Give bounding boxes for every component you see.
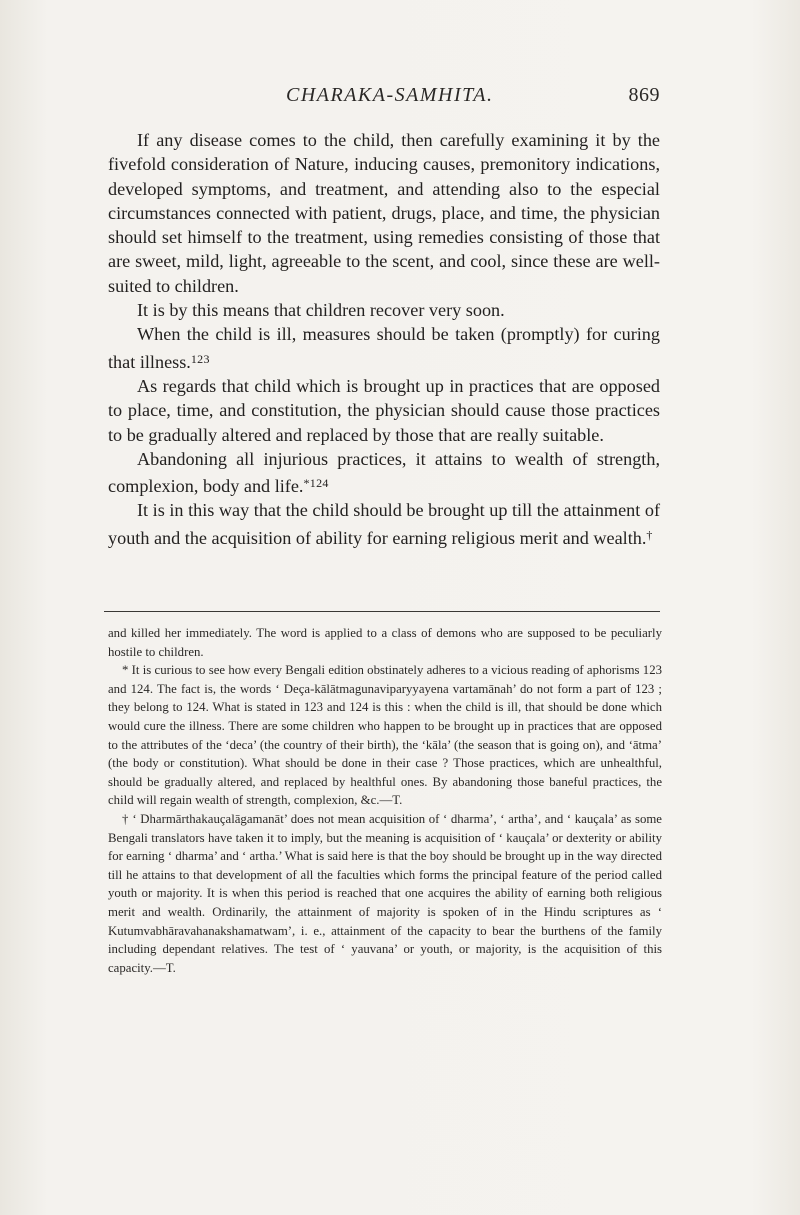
- footnotes: [108, 624, 662, 977]
- footnote: * It is curious to see how every Bengali edition obstinately adheres to a vicious reading of aphorisms 123 and 124. The fact is, the words ‘ Deça-kālātmagunaviparyyayena vartamānah’ do not form a part of 123 ; they belong to 124. What is stated in 123 and 124 is this : when the child is ill, that should be done which would cure the illness. There are some children who happen to be brought up in practices that are opposed to the attributes of the ‘deca’ (the country of their birth), the ‘kāla’ (the season that is going on), and ‘ātma’ (the body or constitution). What should be done in their case ? Those practices, which are unhealthful, should be gradually altered, and replaced by healthful ones. By abandoning those baneful practices, the child will regain wealth of strength, complexion, &c.—T.: [108, 663, 662, 808]
- running-title: CHARAKA-SAMHITA.: [286, 84, 494, 106]
- paragraph: It is in this way that the child should be brought up till the attainment of youth and the acquisition of ability for earning religious merit and wealth.†: [108, 500, 660, 548]
- page-number: 869: [628, 84, 660, 106]
- paragraph: Abandoning all injurious practices, it attains to wealth of strength, complexion, body and life.$^{*124}$: [108, 448, 660, 497]
- footnote-mark: †: [646, 527, 653, 542]
- paragraph: It is by this means that children recover very soon.: [137, 300, 505, 321]
- aphorism-number: *124: [303, 476, 329, 491]
- footnote-divider: [104, 611, 660, 612]
- paragraph: If any disease comes to the child, then carefully examining it by the fivefold consideration of Nature, inducing causes, premonitory indications, developed symptoms, and treatment, and attending also to the especial circumstances connected with patient, drugs, place, and time, the physician should set himself to the treatment, using remedies consisting of those that are sweet, mild, light, agreeable to the scent, and cool, since these are well-suited to children.: [108, 130, 660, 296]
- paragraph: As regards that child which is brought up in practices that are opposed to place, time, and constitution, the physician should cause those practices to be gradually altered and replaced by those that are really suitable.: [108, 375, 660, 445]
- main-text: [108, 128, 660, 550]
- aphorism-number: 123: [190, 351, 210, 366]
- footnote-continuation: and killed her immediately. The word is applied to a class of demons who are supposed to be peculiarly hostile to children.: [108, 626, 662, 659]
- footnote: † ‘ Dharmārthakauçalāgamanāt’ does not mean acquisition of ‘ dharma’, ‘ artha’, and ‘ kauçala’ as some Bengali translators have taken it to imply, but the meaning is acquisition of ‘ kauçala’ or dexterity or ability for earning ‘ dharma’ and ‘ artha.’ What is said here is that the boy should be brought up in the way directed till he attains to that development of all the faculties which forms the principal feature of the period called youth or majority. It is when this period is reached that one acquires the ability of earning both religious merit and wealth. Ordinarily, the attainment of majority is spoken of in the Hindu scriptures as ‘ Kutumvabhāravahanakshamatwam’, i. e., attainment of the capacity to bear the burthens of the family including dependant relatives. The test of ‘ yauvana’ or youth, or majority, is the acquisition of this capacity.—T.: [108, 811, 662, 975]
- page-header: [108, 84, 660, 114]
- paragraph: When the child is ill, measures should be taken (promptly) for curing that illness.$^{123}$: [108, 324, 660, 372]
